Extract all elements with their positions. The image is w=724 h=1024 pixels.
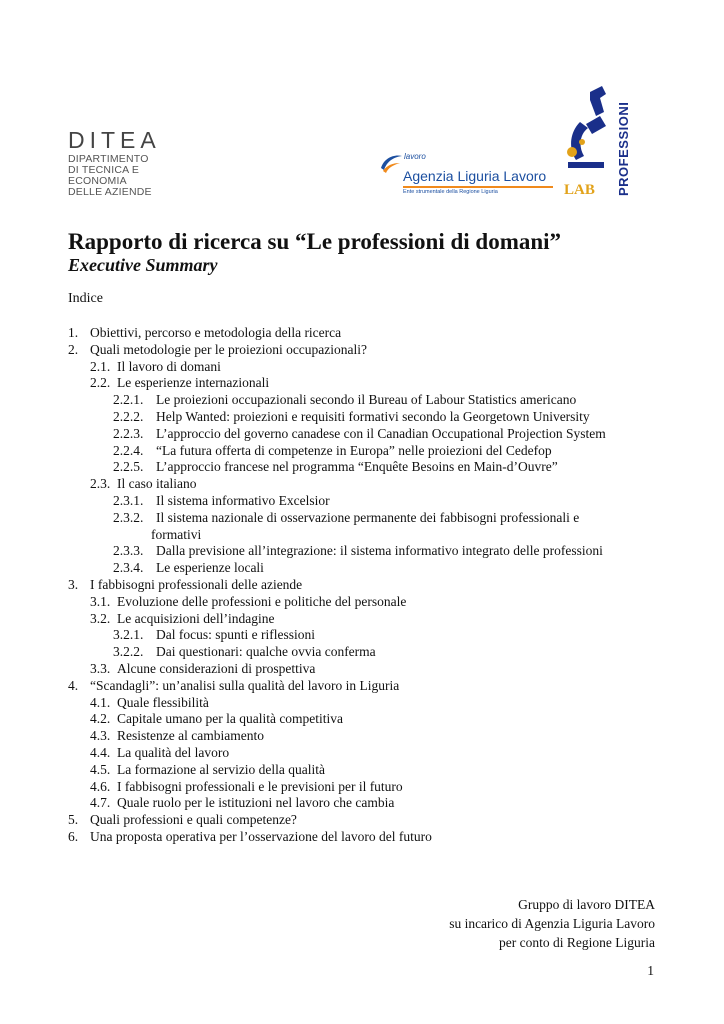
toc-entry-text: Quali professioni e quali competenze? bbox=[90, 812, 297, 828]
toc-entry bbox=[0, 711, 724, 728]
toc-entry bbox=[0, 560, 724, 577]
toc-entry-text: L’approccio francese nel programma “Enquête Besoins en Main-d’Ouvre” bbox=[156, 459, 558, 475]
toc-entry bbox=[0, 594, 724, 611]
toc-entry-number: 1. bbox=[68, 325, 79, 340]
toc-entry-number: 6. bbox=[68, 828, 79, 844]
toc-entry bbox=[0, 795, 724, 812]
signature-line: su incarico di Agenzia Liguria Lavoro bbox=[449, 916, 655, 931]
document-subtitle: Executive Summary bbox=[68, 255, 218, 275]
toc-entry-number: 3.1. bbox=[90, 593, 111, 609]
toc-entry-text: Il caso italiano bbox=[117, 476, 197, 492]
toc-entry-text: Le acquisizioni dell’indagine bbox=[117, 610, 275, 626]
toc-entry bbox=[0, 443, 724, 460]
toc-entry-number: 2. bbox=[68, 341, 79, 357]
toc-entry-text: Dal focus: spunti e riflessioni bbox=[156, 627, 315, 643]
toc-entry bbox=[0, 476, 724, 493]
toc-entry bbox=[0, 493, 724, 510]
toc-entry-text: Capitale umano per la qualità competitiva bbox=[117, 711, 344, 727]
agenzia-logo-underline bbox=[403, 186, 553, 188]
toc-entry-number: 5. bbox=[68, 812, 79, 828]
ditea-logo-line: ECONOMIA bbox=[68, 175, 127, 187]
toc-entry-number: 4. bbox=[68, 677, 79, 693]
toc-entry-text: Help Wanted: proiezioni e requisiti formativi secondo la Georgetown University bbox=[156, 408, 590, 424]
toc-entry-text: Evoluzione delle professioni e politiche del personale bbox=[117, 593, 407, 609]
lab-professioni-logo bbox=[560, 82, 632, 200]
toc-entry-text: “La futura offerta di competenze in Europa” nelle proiezioni del Cedefop bbox=[156, 442, 552, 458]
toc-entry-text: formativi bbox=[151, 526, 202, 542]
toc-entry-text: Le esperienze locali bbox=[156, 560, 264, 576]
toc-entry bbox=[0, 359, 724, 376]
toc-entry-number: 4.4. bbox=[90, 744, 111, 760]
toc-entry-text: Le esperienze internazionali bbox=[117, 375, 270, 391]
swoosh-icon bbox=[378, 150, 404, 176]
ditea-logo-main: DITEA bbox=[68, 127, 161, 153]
toc-entry bbox=[0, 577, 724, 594]
toc-entry-text: Alcune considerazioni di prospettiva bbox=[117, 660, 316, 676]
toc-entry-text: Il sistema informativo Excelsior bbox=[156, 492, 330, 508]
agenzia-liguria-lavoro-logo bbox=[378, 148, 553, 198]
agenzia-logo-subtitle: Ente strumentale della Regione Liguria bbox=[403, 189, 498, 195]
toc-entry bbox=[0, 661, 724, 678]
toc-entry-number: 2.3.1. bbox=[113, 492, 144, 508]
toc-entry-text: Quali metodologie per le proiezioni occupazionali? bbox=[90, 341, 368, 357]
toc-entry-number: 2.2.3. bbox=[113, 425, 144, 441]
toc-entry-number: 2.2.1. bbox=[113, 392, 144, 408]
toc-entry bbox=[0, 695, 724, 712]
toc-entry-text: Obiettivi, percorso e metodologia della ricerca bbox=[90, 325, 342, 340]
signature-line: per conto di Regione Liguria bbox=[499, 935, 655, 950]
toc-entry-text: I fabbisogni professionali e le previsioni per il futuro bbox=[117, 778, 403, 794]
signature-block bbox=[449, 895, 655, 952]
toc-entry-text: Il lavoro di domani bbox=[117, 358, 221, 374]
toc-entry-number: 3. bbox=[68, 576, 79, 592]
toc-entry bbox=[0, 325, 724, 342]
toc-entry-text: La qualità del lavoro bbox=[117, 744, 230, 760]
toc-entry bbox=[0, 543, 724, 560]
toc-entry bbox=[0, 611, 724, 628]
toc-entry bbox=[0, 644, 724, 661]
toc-entry-number: 4.6. bbox=[90, 778, 111, 794]
toc-entry-number: 2.3.3. bbox=[113, 543, 144, 559]
toc-entry-text: “Scandagli”: un’analisi sulla qualità del lavoro in Liguria bbox=[90, 677, 400, 693]
toc-entry bbox=[0, 409, 724, 426]
toc-entry-number: 2.1. bbox=[90, 358, 111, 374]
toc-entry-number: 2.3. bbox=[90, 476, 111, 492]
toc-entry bbox=[0, 392, 724, 409]
toc-entry-text: Quale flessibilità bbox=[117, 694, 209, 710]
toc-entry-number: 2.2.4. bbox=[113, 442, 144, 458]
toc-entry-number: 4.3. bbox=[90, 728, 111, 744]
toc-entry-number: 2.2.5. bbox=[113, 459, 144, 475]
toc-entry bbox=[0, 728, 724, 745]
index-heading: Indice bbox=[68, 291, 103, 306]
toc-entry bbox=[0, 779, 724, 796]
toc-entry-number: 4.5. bbox=[90, 761, 111, 777]
toc-entry-number: 3.3. bbox=[90, 660, 111, 676]
toc-entry-text: Una proposta operativa per l’osservazione del lavoro del futuro bbox=[90, 828, 432, 844]
lab-logo-vertical-text: PROFESSIONI bbox=[616, 101, 631, 196]
ditea-logo-line: DIPARTIMENTO bbox=[68, 153, 149, 165]
toc-entry-text: L’approccio del governo canadese con il Canadian Occupational Projection System bbox=[156, 425, 606, 441]
toc-entry-number: 2.2. bbox=[90, 375, 111, 391]
document-title: Rapporto di ricerca su “Le professioni di domani” bbox=[68, 229, 562, 254]
toc-entry bbox=[0, 627, 724, 644]
lab-logo-bottom-text: LAB bbox=[564, 182, 595, 198]
signature-line: Gruppo di lavoro DITEA bbox=[518, 897, 655, 912]
toc-entry bbox=[0, 812, 724, 829]
toc-entry-text: I fabbisogni professionali delle aziende bbox=[90, 576, 303, 592]
agenzia-logo-small: lavoro bbox=[404, 152, 426, 161]
ditea-logo-line: DELLE AZIENDE bbox=[68, 186, 152, 198]
toc-entry-number: 4.1. bbox=[90, 694, 111, 710]
microscope-icon bbox=[567, 86, 606, 168]
ditea-logo bbox=[68, 128, 168, 198]
toc-entry bbox=[0, 745, 724, 762]
toc-entry bbox=[0, 762, 724, 779]
table-of-contents bbox=[0, 325, 724, 846]
toc-entry-text: Il sistema nazionale di osservazione permanente dei fabbisogni professionali e bbox=[156, 509, 580, 525]
agenzia-logo-name: Agenzia Liguria Lavoro bbox=[403, 168, 547, 184]
toc-entry-number: 2.2.2. bbox=[113, 408, 144, 424]
toc-entry-number: 4.7. bbox=[90, 795, 111, 811]
toc-entry-text: Le proiezioni occupazionali secondo il Bureau of Labour Statistics americano bbox=[156, 392, 577, 408]
toc-entry bbox=[0, 527, 724, 544]
toc-entry-number: 2.3.4. bbox=[113, 560, 144, 576]
toc-entry bbox=[0, 342, 724, 359]
toc-entry bbox=[0, 510, 724, 527]
toc-entry-text: Dai questionari: qualche ovvia conferma bbox=[156, 644, 376, 660]
toc-entry-text: Dalla previsione all’integrazione: il sistema informativo integrato delle professioni bbox=[156, 543, 603, 559]
toc-entry bbox=[0, 678, 724, 695]
toc-entry-number: 2.3.2. bbox=[113, 509, 144, 525]
toc-entry bbox=[0, 829, 724, 846]
toc-entry-text: Quale ruolo per le istituzioni nel lavoro che cambia bbox=[117, 795, 395, 811]
toc-entry-number: 3.2.1. bbox=[113, 627, 144, 643]
toc-entry-number: 3.2. bbox=[90, 610, 111, 626]
toc-entry-text: La formazione al servizio della qualità bbox=[117, 761, 326, 777]
page-number: 1 bbox=[647, 963, 654, 978]
toc-entry bbox=[0, 459, 724, 476]
toc-entry-number: 3.2.2. bbox=[113, 644, 144, 660]
toc-entry-text: Resistenze al cambiamento bbox=[117, 728, 264, 744]
toc-entry bbox=[0, 426, 724, 443]
toc-entry-number: 4.2. bbox=[90, 711, 111, 727]
ditea-logo-line: DI TECNICA E bbox=[68, 164, 140, 176]
toc-entry bbox=[0, 375, 724, 392]
